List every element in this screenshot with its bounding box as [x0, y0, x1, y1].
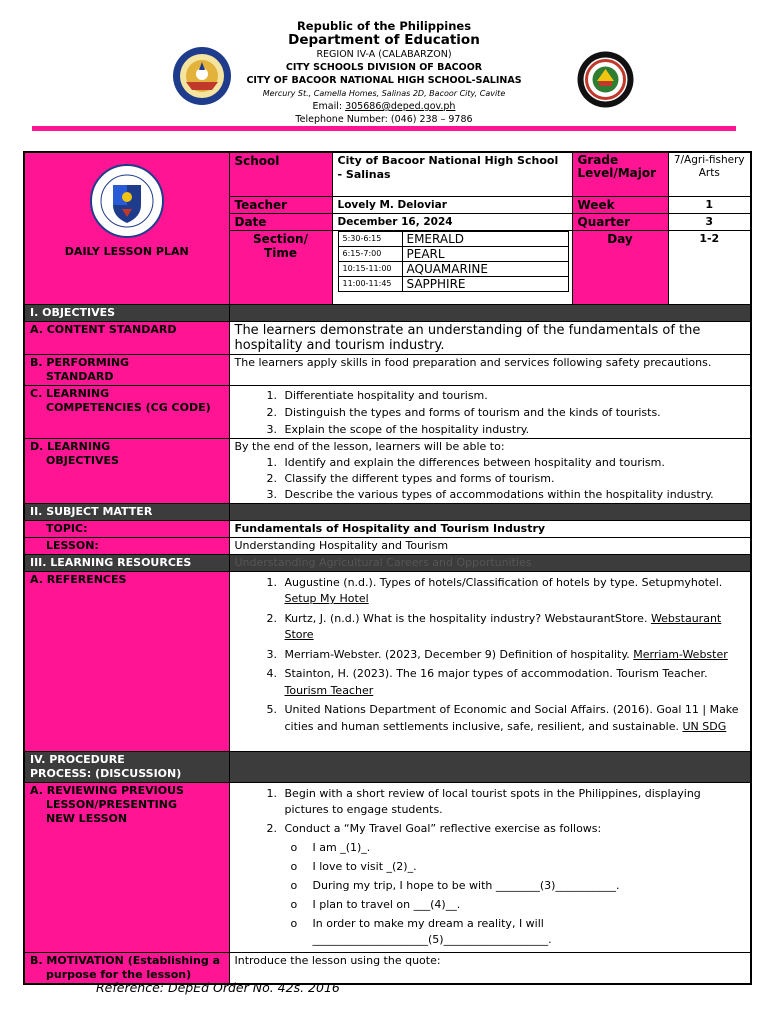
accent-divider: [32, 126, 736, 131]
performing-standard-label: [24, 354, 229, 385]
reviewing-label-line: A. REVIEWING PREVIOUS: [30, 783, 184, 797]
topic-label: [24, 520, 229, 537]
email-line: [0, 100, 768, 113]
competency-item: 2. Distinguish the types and forms of tourism and the kinds of tourists.: [281, 406, 746, 423]
procedure-heading: [24, 751, 229, 782]
competency-item: 3. Explain the scope of the hospitality industry.: [281, 423, 746, 437]
competency-item: 1. Differentiate hospitality and tourism.: [281, 389, 746, 406]
section-time: 5:30-6:15: [338, 231, 402, 246]
learning-objectives-label: [24, 438, 229, 503]
section-row: [338, 246, 568, 261]
reference-link[interactable]: UN SDG: [682, 719, 727, 733]
objectives-heading: I. OBJECTIVES: [24, 304, 229, 321]
reviewing-label-line: NEW LESSON: [46, 811, 128, 825]
week-label: Week: [572, 196, 668, 213]
reference-item: [281, 702, 746, 735]
motivation-label-line: B. MOTIVATION (Establishing a: [30, 953, 220, 967]
deped-seal: [72, 163, 182, 239]
email-label: Email:: [312, 101, 346, 112]
plan-title-cell: [24, 152, 229, 304]
section-name: PEARL: [402, 246, 568, 261]
letterhead: [0, 20, 768, 126]
date-value: December 16, 2024: [332, 213, 572, 230]
day-value: 1-2: [668, 230, 751, 304]
division-text: CITY SCHOOLS DIVISION OF BACOOR: [285, 62, 483, 73]
competencies-cell: [229, 385, 751, 438]
reference-text: Augustine (n.d.). Types of hotels/Classification of hotels by type. Setupmyhotel.: [284, 575, 723, 589]
reviewing-label-line: LESSON/PRESENTING: [46, 797, 177, 811]
section-time-cell: [332, 230, 572, 304]
section-row: [338, 231, 568, 246]
quarter-label: Quarter: [572, 213, 668, 230]
content-standard-label: A. CONTENT STANDARD: [24, 321, 229, 354]
lesson-value: Understanding Hospitality and Tourism: [229, 537, 751, 554]
country-text: Republic of the Philippines: [296, 19, 472, 33]
address-text: Mercury St., Camella Homes, Salinas 2D, Bacoor City, Cavite: [262, 89, 506, 98]
learning-objectives-intro: By the end of the lesson, learners will be able to:: [234, 439, 505, 453]
department-text: Department of Education: [288, 32, 480, 48]
learning-objective-item: 2. Classify the different types and forms of tourism.: [281, 472, 746, 488]
learning-objective-item: 3. Describe the various types of accommodations within the hospitality industry.: [281, 488, 746, 502]
section-schedule: [338, 231, 569, 292]
section-name: SAPPHIRE: [402, 276, 568, 291]
resources-heading-value: Understanding Agricultural Careers and Opportunities: [229, 554, 751, 571]
lesson-plan-table: [23, 151, 752, 985]
school-name-text: CITY OF BACOOR NATIONAL HIGH SCHOOL-SALINAS: [246, 75, 522, 86]
learning-objective-item: 1. Identify and explain the differences between hospitality and tourism.: [281, 456, 746, 472]
reference-link[interactable]: Webstaurant Store: [284, 611, 722, 641]
motivation-value: Introduce the lesson using the quote:: [229, 952, 751, 984]
school-label: School: [229, 152, 332, 196]
travel-goal-item: o I love to visit _(2)_.: [313, 859, 746, 878]
grade-value: 7/Agri-fishery Arts: [668, 152, 751, 196]
procedure-step: [281, 821, 746, 840]
section-row: [338, 261, 568, 276]
reference-item: [281, 666, 746, 702]
section-time: 11:00-11:45: [338, 276, 402, 291]
performing-label-line: B. PERFORMING: [30, 355, 130, 369]
lesson-label-text: LESSON:: [46, 538, 99, 552]
procedure-heading-fill: [229, 751, 751, 782]
footer-reference: Reference: DepEd Order No. 42s. 2016: [96, 980, 340, 995]
travel-goal-item: o I plan to travel on ___(4)__.: [313, 897, 746, 916]
performing-label-line: STANDARD: [46, 369, 114, 383]
section-label: Section/ Time: [229, 230, 332, 304]
learning-objectives-label-line: D. LEARNING: [30, 439, 111, 453]
grade-label: Grade Level/Major: [572, 152, 668, 196]
week-value: 1: [668, 196, 751, 213]
procedure-step: 1. Begin with a short review of local tourist spots in the Philippines, displaying pictures to engage students.: [281, 786, 746, 821]
references-label: A. REFERENCES: [24, 571, 229, 751]
section-row: [338, 276, 568, 291]
travel-goal-list: [235, 840, 746, 951]
reference-link[interactable]: Setup My Hotel: [284, 592, 369, 605]
telephone-text: Telephone Number: (046) 238 – 9786: [295, 114, 473, 125]
email-link[interactable]: 305686@deped.gov.ph: [345, 101, 456, 112]
plan-title: DAILY LESSON PLAN: [64, 245, 189, 258]
teacher-value: Lovely M. Deloviar: [332, 196, 572, 213]
travel-goal-item: o In order to make my dream a reality, I will _____________________(5)___________________.: [313, 916, 746, 951]
region-text: REGION IV-A (CALABARZON): [316, 49, 452, 60]
motivation-label-line: purpose for the lesson): [46, 967, 192, 981]
reference-item: [281, 575, 746, 611]
travel-goal-item: o During my trip, I hope to be with ________(3)___________.: [313, 878, 746, 897]
resources-heading: III. LEARNING RESOURCES: [24, 554, 229, 571]
reference-item: [281, 611, 746, 647]
competencies-label-line: C. LEARNING: [30, 386, 110, 400]
procedure-heading-line: IV. PROCEDURE: [30, 752, 125, 766]
teacher-label: Teacher: [229, 196, 332, 213]
procedure-step-text: Conduct a “My Travel Goal” reflective exercise as follows:: [284, 821, 602, 835]
reference-text: United Nations Department of Economic and Social Affairs. (2016). Goal 11 | Make cities and human settlements inclusive, safe, resilient, and sustainable.: [284, 703, 739, 733]
procedure-heading-line: PROCESS: (DISCUSSION): [30, 766, 182, 780]
learning-objectives-label-line: OBJECTIVES: [46, 453, 119, 467]
reviewing-cell: [229, 782, 751, 952]
section-time: 6:15-7:00: [338, 246, 402, 261]
objectives-heading-fill: [229, 304, 751, 321]
competencies-label-line: COMPETENCIES (CG CODE): [46, 400, 211, 414]
reference-item: [281, 647, 746, 667]
reference-text: Kurtz, J. (n.d.) What is the hospitality industry? WebstaurantStore.: [284, 611, 651, 625]
competencies-label: [24, 385, 229, 438]
section-name: EMERALD: [402, 231, 568, 246]
travel-goal-item: o I am _(1)_.: [313, 840, 746, 859]
references-cell: [229, 571, 751, 751]
reviewing-label: [24, 782, 229, 952]
content-standard: The learners demonstrate an understanding of the fundamentals of the hospitality and tourism industry.: [229, 321, 751, 354]
reference-link[interactable]: Tourism Teacher: [284, 683, 374, 697]
school-value: City of Bacoor National High School - Salinas: [332, 152, 572, 196]
reference-link[interactable]: Merriam-Webster: [633, 647, 728, 661]
topic-value: Fundamentals of Hospitality and Tourism Industry: [229, 520, 751, 537]
section-time: 10:15-11:00: [338, 261, 402, 276]
motivation-label: [24, 952, 229, 984]
date-label: Date: [229, 213, 332, 230]
section-name: AQUAMARINE: [402, 261, 568, 276]
subject-heading: II. SUBJECT MATTER: [24, 503, 229, 520]
learning-objectives-cell: [229, 438, 751, 503]
subject-heading-fill: [229, 503, 751, 520]
day-label: Day: [572, 230, 668, 304]
lesson-label: [24, 537, 229, 554]
topic-label-text: TOPIC:: [46, 521, 88, 535]
reference-text: Merriam-Webster. (2023, December 9) Definition of hospitality.: [284, 647, 634, 661]
performing-standard: The learners apply skills in food preparation and services following safety precautions.: [229, 354, 751, 385]
quarter-value: 3: [668, 213, 751, 230]
reference-text: Stainton, H. (2023). The 16 major types of accommodation. Tourism Teacher.: [284, 667, 708, 680]
